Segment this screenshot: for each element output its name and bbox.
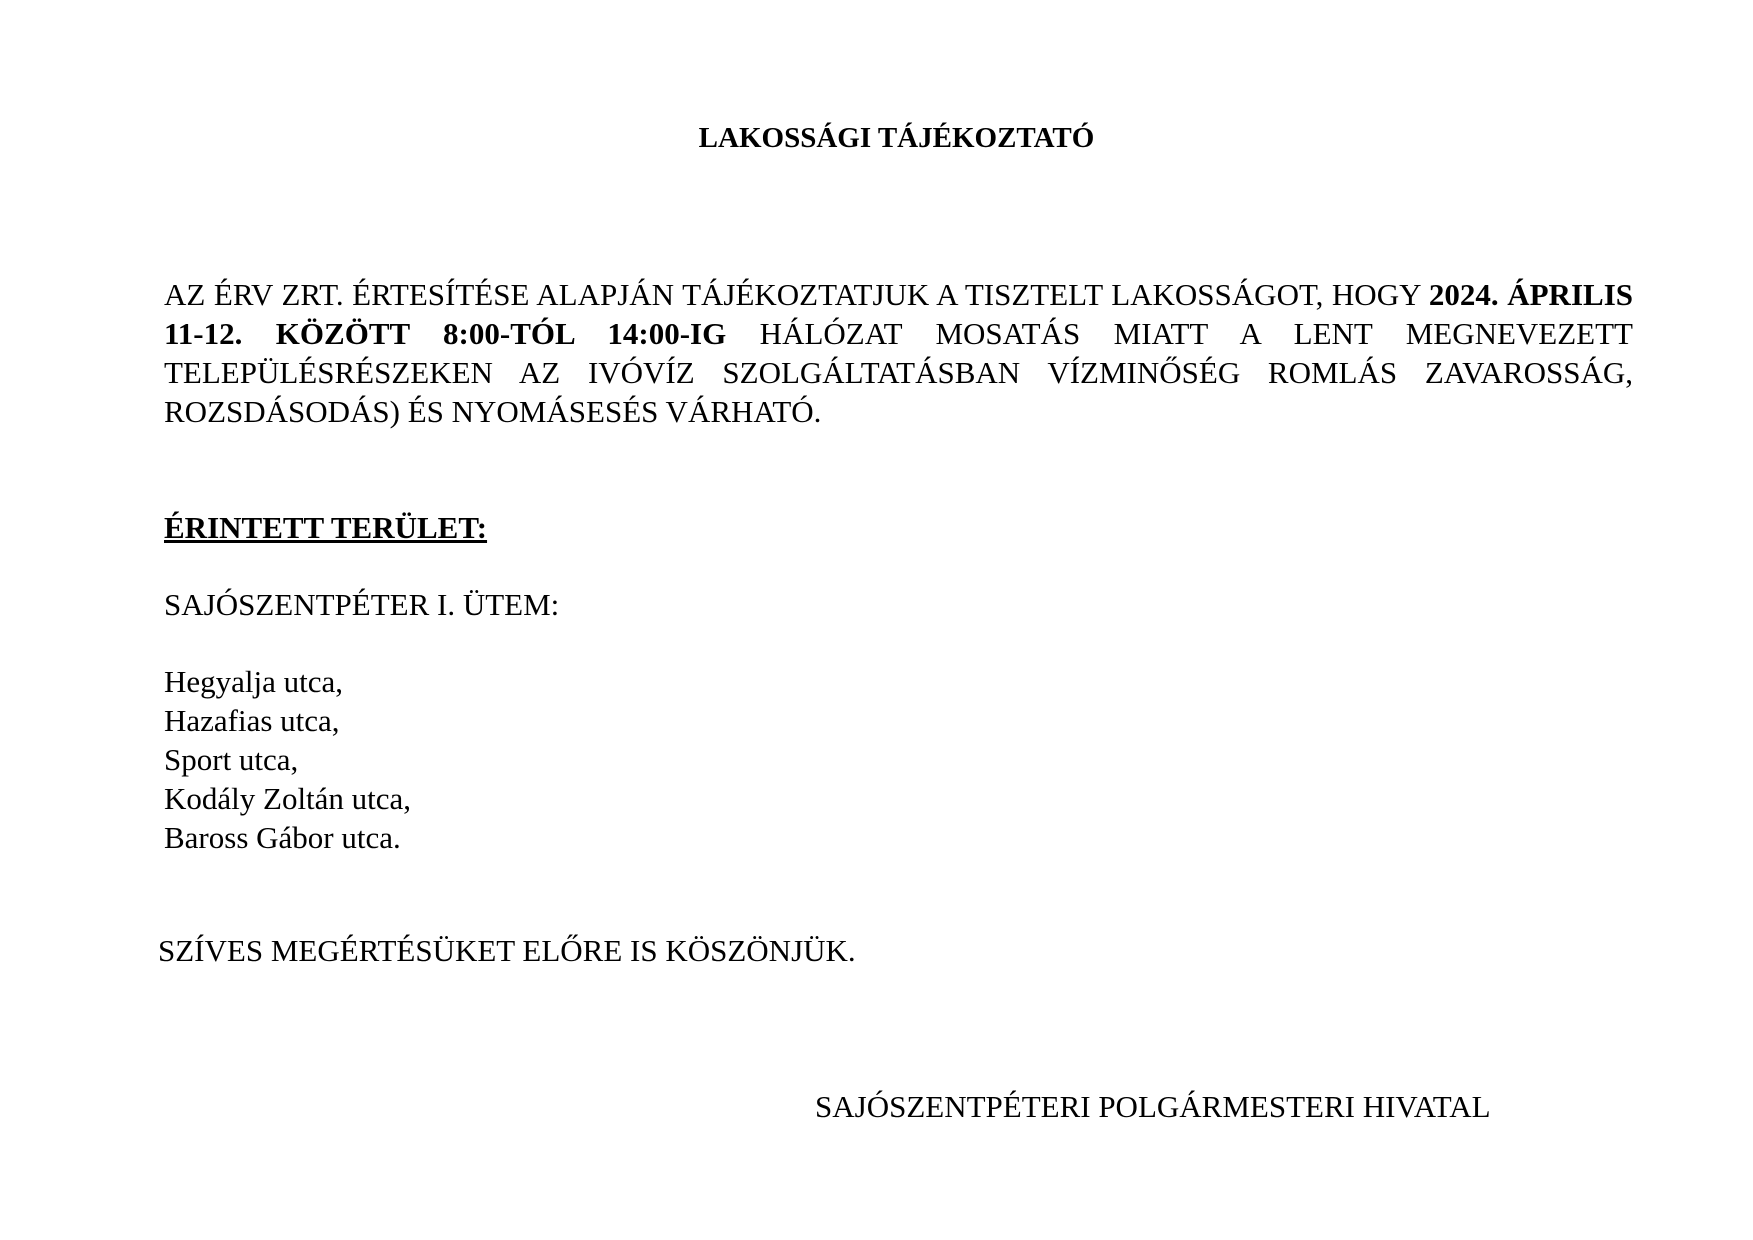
list-item: Baross Gábor utca. xyxy=(164,820,401,855)
intro-paragraph xyxy=(164,275,1633,431)
street-list xyxy=(164,662,411,857)
intro-date-time: 2024. ÁPRILIS 11-12. KÖZÖTT 8:00-TÓL 14:00-IG xyxy=(164,277,1633,351)
list-item: Hazafias utca, xyxy=(164,703,340,738)
affected-area-heading: ÉRINTETT TERÜLET: xyxy=(164,510,488,545)
intro-text-part-2: HÁLÓZAT MOSATÁS MIATT A LENT MEGNEVEZETT TELEPÜLÉSRÉSZEKEN AZ IVÓVÍZ SZOLGÁLTATÁSBAN VÍZMINŐSÉG ROMLÁS ZAVAROSSÁG, ROZSDÁSODÁS) ÉS NYOMÁSESÉS VÁRHATÓ. xyxy=(164,316,1633,429)
list-item: Kodály Zoltán utca, xyxy=(164,781,412,816)
intro-text-part-1: AZ ÉRV ZRT. ÉRTESÍTÉSE ALAPJÁN TÁJÉKOZTATJUK A TISZTELT LAKOSSÁGOT, HOGY xyxy=(164,277,1429,312)
document-title: LAKOSSÁGI TÁJÉKOZTATÓ xyxy=(698,122,1095,154)
list-item: Hegyalja utca, xyxy=(164,664,344,699)
list-item: Sport utca, xyxy=(164,742,299,777)
phase-label: SAJÓSZENTPÉTER I. ÜTEM: xyxy=(164,587,560,622)
closing-text: SZÍVES MEGÉRTÉSÜKET ELŐRE IS KÖSZÖNJÜK. xyxy=(158,933,856,968)
signature: SAJÓSZENTPÉTERI POLGÁRMESTERI HIVATAL xyxy=(815,1089,1491,1124)
